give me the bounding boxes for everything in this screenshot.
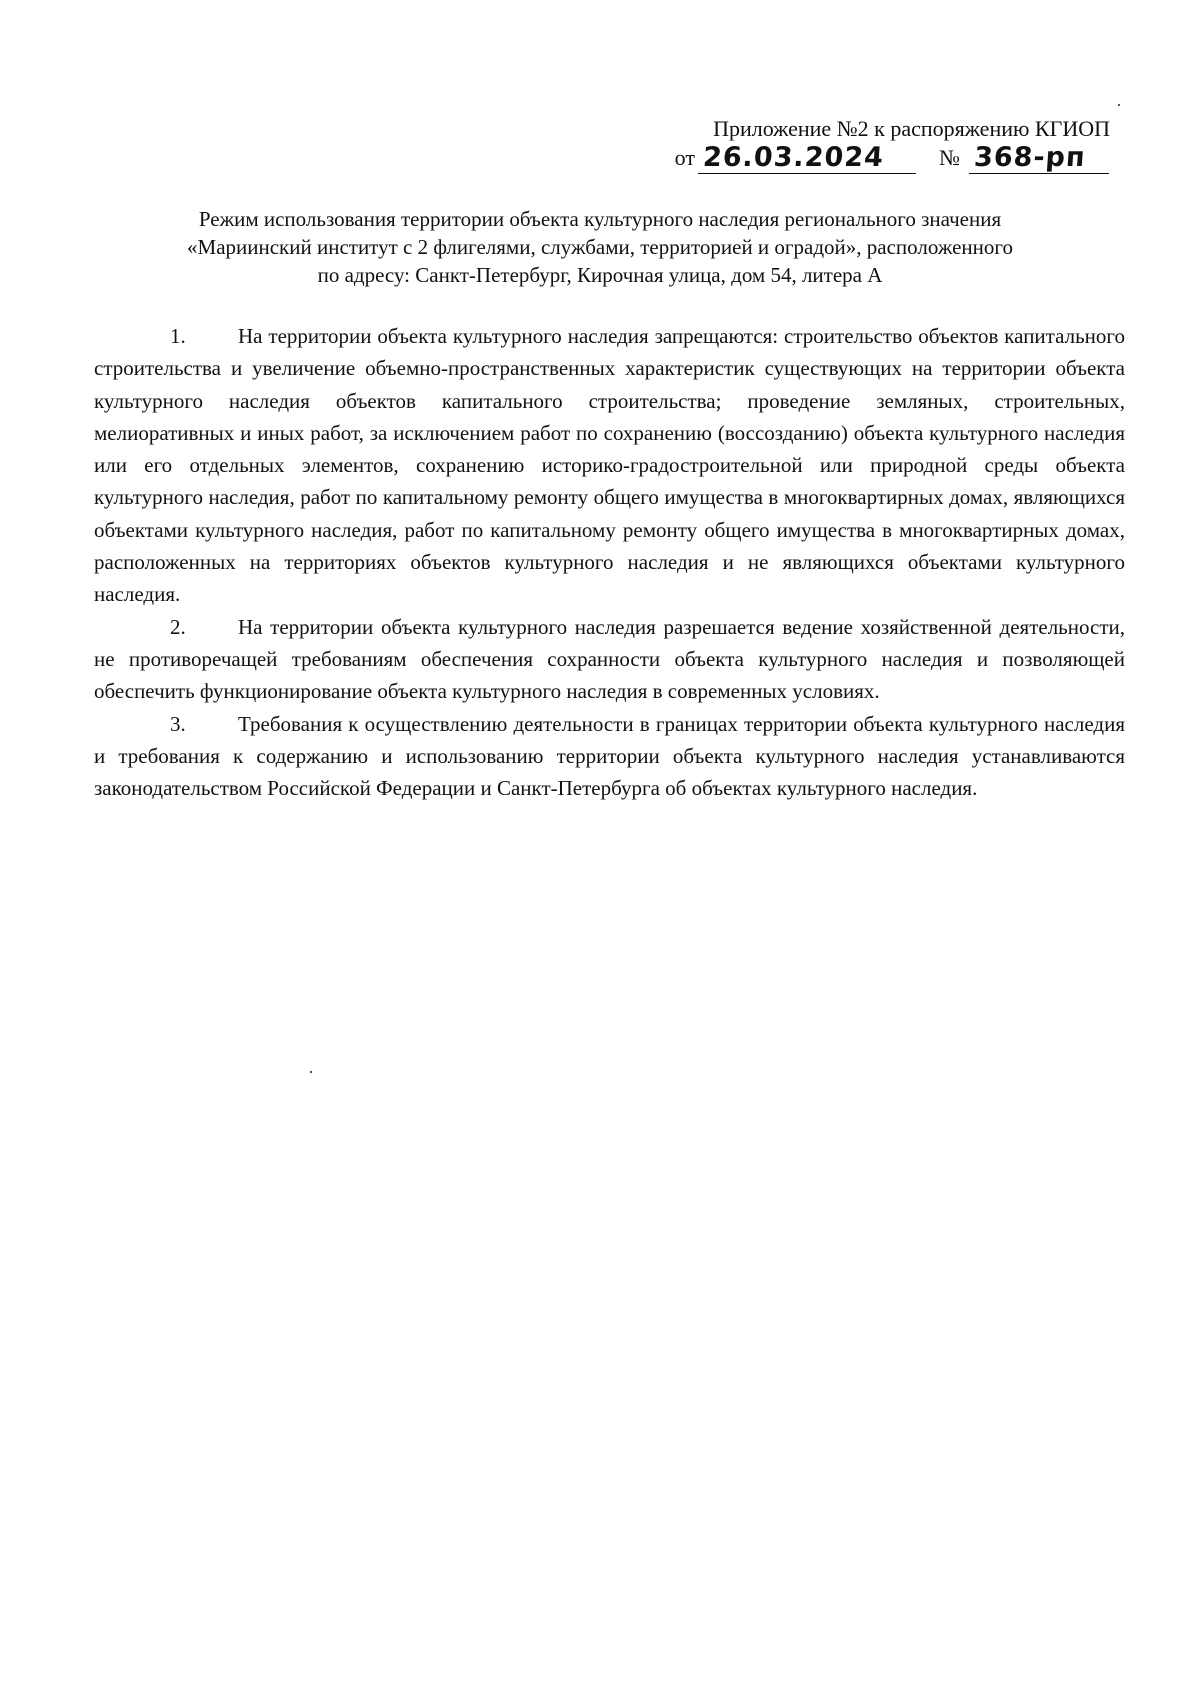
from-label: от: [674, 145, 695, 170]
paragraph-3: [94, 708, 1125, 805]
paragraph-text: На территории объекта культурного наследия запрещаются: строительство объектов капитального строительства и увеличение объемно-пространственных характеристик существующих на территории объекта культурного наследия объектов капитального строительства; проведение земляных, строительных, мелиоративных и иных работ, за исключением работ по сохранению (воссозданию) объекта культурного наследия или его отдельных элементов, сохранению историко-градостроительной или природной среды объекта культурного наследия, работ по капитальному ремонту общего имущества в многоквартирных домах, являющихся объектами культурного наследия, работ по капитальному ремонту общего имущества в многоквартирных домах, расположенных на территориях объектов культурного наследия и не являющихся объектами культурного наследия.: [94, 324, 1125, 607]
scan-speck: [310, 1071, 312, 1073]
handwritten-date: 26.03.2024: [698, 143, 918, 174]
paragraph-number: 3.: [170, 711, 186, 736]
appendix-header: [640, 115, 1110, 174]
title-line-1: Режим использования территории объекта культурного наследия регионального значения: [198, 207, 1002, 231]
number-label: №: [939, 145, 960, 170]
paragraph-number: 1.: [170, 324, 186, 348]
title-line-3: по адресу: Санкт-Петербург, Кирочная улица, дом 54, литера А: [317, 263, 883, 287]
scan-speck: [1118, 104, 1120, 106]
title-line-2: «Мариинский институт с 2 флигелями, службами, территорией и оградой», расположенного: [187, 235, 1013, 259]
paragraph-text: Требования к осуществлению деятельности в границах территории объекта культурного наследия и требования к содержанию и использованию территории объекта культурного наследия устанавливаются законодательством Российской Федерации и Санкт-Петербурга об объектах культурного наследия.: [94, 711, 1125, 801]
handwritten-order-number: 368-рп: [969, 143, 1111, 174]
paragraph-number: 2.: [170, 614, 186, 639]
paragraph-1: [94, 320, 1125, 611]
appendix-reference: Приложение №2 к распоряжению КГИОП: [713, 116, 1110, 141]
document-title: [100, 205, 1100, 289]
paragraph-text: На территории объекта культурного наследия разрешается ведение хозяйственной деятельности, не противоречащей требованиям обеспечения сохранности объекта культурного наследия и позволяющей обеспечить функционирование объекта культурного наследия в современных условиях.: [94, 614, 1125, 704]
paragraph-2: [94, 611, 1125, 708]
document-body: [94, 320, 1125, 804]
order-date-number-line: [640, 143, 1110, 174]
